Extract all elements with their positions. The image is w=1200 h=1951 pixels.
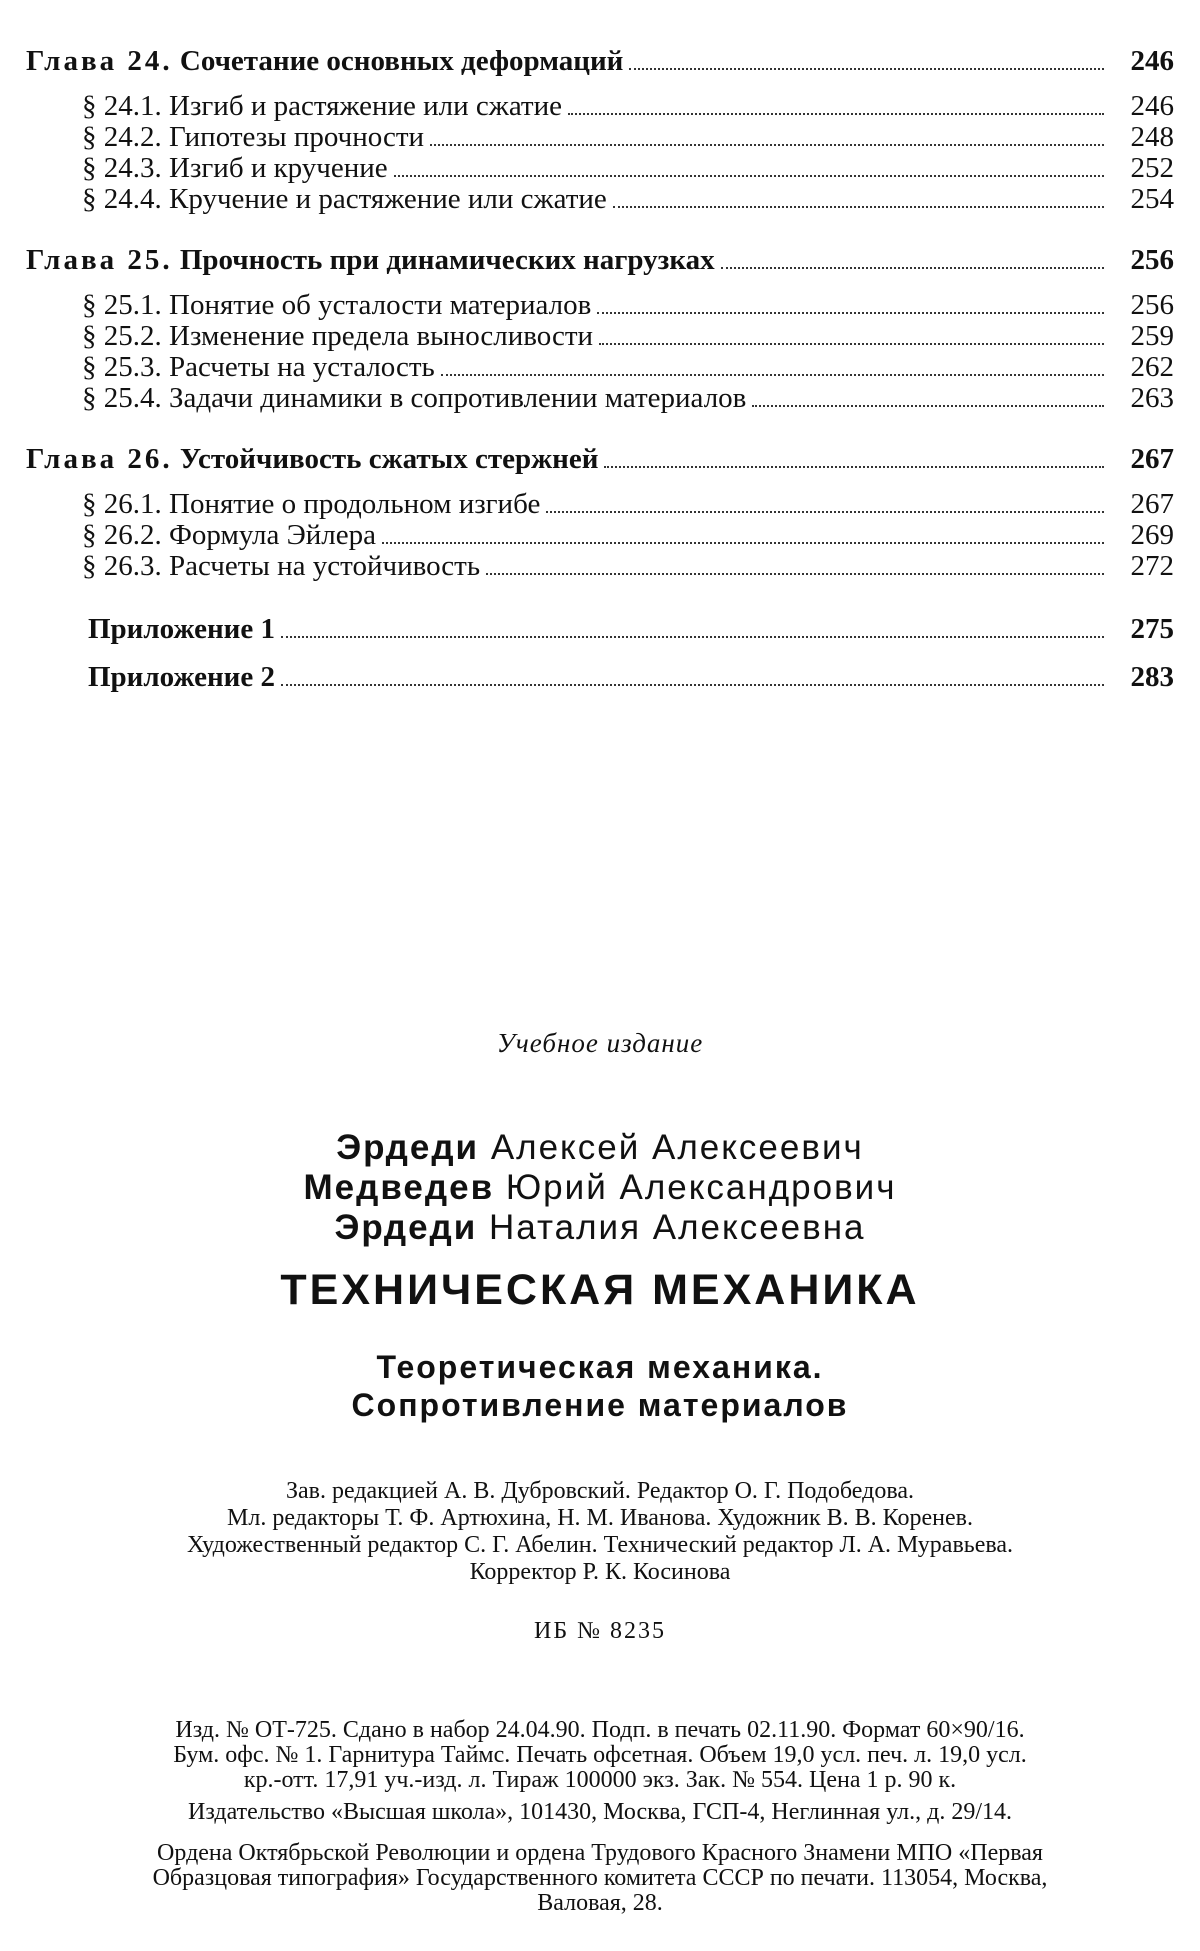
toc-entry-title: § 25.3. Расчеты на усталость [82,351,435,383]
toc-entry-title: Приложение 1 [88,613,275,645]
toc-page-number: 275 [1130,613,1174,645]
toc-chapter-number: Глава 26. [26,443,173,475]
toc-leader-dots [721,247,1104,269]
toc-leader-dots [281,664,1104,686]
publisher-info: Издательство «Высшая школа», 101430, Москва, ГСП-4, Неглинная ул., д. 29/14. [187,1799,1012,1825]
toc-leader-dots [430,124,1104,146]
author-line [0,1208,1200,1248]
toc-appendix-row [26,660,1174,694]
toc-chapter-number: Глава 24. [26,45,173,77]
toc-page-number: 256 [1130,244,1174,276]
toc-chapter-row [26,444,1174,475]
toc-leader-dots [629,48,1104,70]
toc-leader-dots [486,553,1104,575]
toc-page-number: 252 [1130,152,1174,184]
toc-chapter-row [26,245,1174,276]
author-line [0,1168,1200,1208]
toc-entry-title: § 24.4. Кручение и растяжение или сжатие [82,183,607,215]
subtitle-line: Теоретическая механика. [376,1349,824,1385]
print-info [26,1718,1174,1793]
toc-leader-dots [441,354,1104,376]
toc-entry-title: § 26.1. Понятие о продольном изгибе [82,488,541,520]
toc-entry-title [26,245,715,276]
toc-leader-dots [597,292,1104,314]
toc-leader-dots [394,155,1104,177]
toc-chapter-number: Глава 25. [26,244,173,276]
toc-entry-title: § 25.1. Понятие об усталости материалов [82,289,592,321]
author-line [0,1128,1200,1168]
author-surname: Эрдеди [336,1128,480,1167]
toc-page-number: 262 [1130,351,1174,383]
toc-section-row [26,520,1174,551]
editorial-staff [0,1478,1200,1586]
toc-entry-title: § 25.2. Изменение предела выносливости [82,320,594,352]
toc-page-number: 248 [1130,121,1174,153]
printer-info-line: Ордена Октябрьской Революции и ордена Трудового Красного Знамени МПО «Первая [157,1840,1043,1866]
toc-entry-title [26,444,598,475]
printer-info [26,1841,1174,1916]
toc-section-row [26,290,1174,321]
toc-entry-title: § 26.3. Расчеты на устойчивость [82,550,481,582]
toc-page-number: 256 [1130,289,1174,321]
subtitle-line: Сопротивление материалов [351,1387,849,1423]
toc-entry-title: § 24.1. Изгиб и растяжение или сжатие [82,90,563,122]
toc-section-row [26,122,1174,153]
toc-page-number: 259 [1130,320,1174,352]
toc-leader-dots [752,385,1104,407]
toc-section-row [26,489,1174,520]
toc-chapter-title: Прочность при динамических нагрузках [179,244,715,276]
toc-leader-dots [613,186,1104,208]
toc-page-number: 272 [1130,550,1174,582]
toc-page-number: 246 [1130,45,1174,77]
author-given-name: Наталия Алексеевна [489,1208,866,1247]
toc-appendix-row [26,612,1174,646]
ib-number: ИБ № 8235 [533,1618,666,1644]
toc-section-row [26,551,1174,582]
print-info-line: кр.-отт. 17,91 уч.-изд. л. Тираж 100000 экз. Зак. № 554. Цена 1 р. 90 к. [243,1767,957,1793]
toc-entry-title: § 24.2. Гипотезы прочности [82,121,425,153]
toc-page-number: 263 [1130,382,1174,414]
toc-entry-title: § 24.3. Изгиб и кручение [82,152,388,184]
author-given-name: Юрий Александрович [505,1168,897,1207]
staff-line: Художественный редактор С. Г. Абелин. Технический редактор Л. А. Муравьева. [186,1532,1014,1558]
toc-section-row [26,184,1174,215]
toc-leader-dots [281,616,1104,638]
toc-page-number: 269 [1130,519,1174,551]
book-subtitle [0,1348,1200,1424]
toc-entry-title: § 26.2. Формула Эйлера [82,519,377,551]
toc-chapter-title: Устойчивость сжатых стержней [179,443,599,475]
toc-chapter-title: Сочетание основных деформаций [179,45,624,77]
author-given-name: Алексей Алексеевич [490,1128,864,1167]
staff-line: Корректор Р. К. Косинова [469,1559,731,1585]
printer-info-line: Образцовая типография» Государственного комитета СССР по печати. 113054, Москва, [152,1865,1048,1891]
toc-leader-dots [546,491,1104,513]
staff-line: Мл. редакторы Т. Ф. Артюхина, Н. М. Иванова. Художник В. В. Коренев. [227,1505,973,1531]
toc-chapter-row [26,46,1174,77]
toc-entry-title: § 25.4. Задачи динамики в сопротивлении материалов [82,382,747,414]
author-surname: Медведев [303,1168,495,1207]
toc-page-number: 283 [1130,661,1174,693]
toc-entry-title [26,46,623,77]
author-surname: Эрдеди [334,1208,478,1247]
toc-section-row [26,352,1174,383]
book-title: ТЕХНИЧЕСКАЯ МЕХАНИКА [280,1266,920,1314]
toc-page-number: 267 [1130,488,1174,520]
toc-leader-dots [382,522,1104,544]
toc-section-row [26,91,1174,122]
staff-line: Зав. редакцией А. В. Дубровский. Редактор О. Г. Подобедова. [285,1478,915,1504]
toc-section-row [26,321,1174,352]
toc-section-row [26,153,1174,184]
toc-page-number: 267 [1130,443,1174,475]
print-info-line: Изд. № ОТ-725. Сдано в набор 24.04.90. Подп. в печать 02.11.90. Формат 60×90/16. [175,1717,1025,1743]
toc-leader-dots [568,93,1104,115]
toc-leader-dots [604,446,1104,468]
edition-label: Учебное издание [496,1028,704,1058]
print-info-line: Бум. офс. № 1. Гарнитура Таймс. Печать офсетная. Объем 19,0 усл. печ. л. 19,0 усл. [173,1742,1027,1768]
toc-page-number: 254 [1130,183,1174,215]
toc-page-number: 246 [1130,90,1174,122]
authors-block [0,1128,1200,1248]
table-of-contents [26,46,1174,694]
printer-info-line: Валовая, 28. [537,1890,663,1916]
toc-section-row [26,383,1174,414]
toc-leader-dots [599,323,1104,345]
toc-entry-title: Приложение 2 [88,661,275,693]
